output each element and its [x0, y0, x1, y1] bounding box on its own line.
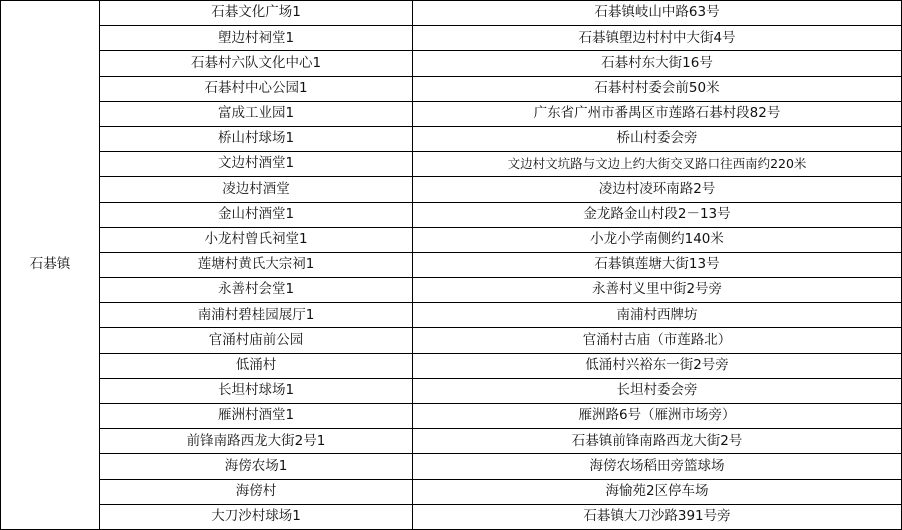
site-name-cell: 塱边村祠堂1	[100, 26, 413, 51]
site-name-cell: 桥山村球场1	[100, 126, 413, 151]
table-row	[1, 278, 902, 303]
site-address-cell: 金龙路金山村段2－13号	[413, 202, 902, 227]
site-address-cell: 长坦村委会旁	[413, 378, 902, 403]
site-name-cell: 官涌村庙前公园	[100, 328, 413, 353]
site-address-cell: 石碁村东大街16号	[413, 51, 902, 76]
site-address-cell: 海愉苑2区停车场	[413, 479, 902, 504]
site-name-cell: 海傍村	[100, 479, 413, 504]
table-row	[1, 504, 902, 529]
table-row	[1, 404, 902, 429]
table-row	[1, 51, 902, 76]
site-address-cell: 石碁镇前锋南路西龙大街2号	[413, 429, 902, 454]
site-name-cell: 前锋南路西龙大街2号1	[100, 429, 413, 454]
table-row	[1, 429, 902, 454]
table-row	[1, 76, 902, 101]
site-address-cell: 石碁村村委会前50米	[413, 76, 902, 101]
site-address-cell: 官涌村古庙（市莲路北）	[413, 328, 902, 353]
site-name-cell: 小龙村曾氏祠堂1	[100, 227, 413, 252]
table-row	[1, 353, 902, 378]
site-address-cell: 石碁镇塱边村村中大街4号	[413, 26, 902, 51]
site-address-cell: 海傍农场稻田旁篮球场	[413, 454, 902, 479]
table-row	[1, 378, 902, 403]
site-name-cell: 低涌村	[100, 353, 413, 378]
site-name-cell: 大刀沙村球场1	[100, 504, 413, 529]
table-row	[1, 101, 902, 126]
site-name-cell: 富成工业园1	[100, 101, 413, 126]
site-address-cell: 广东省广州市番禺区市莲路石碁村段82号	[413, 101, 902, 126]
table-row	[1, 328, 902, 353]
table-row	[1, 252, 902, 277]
table-row	[1, 152, 902, 177]
table-row	[1, 227, 902, 252]
town-cell: 石碁镇	[1, 1, 100, 530]
site-name-cell: 石碁村中心公园1	[100, 76, 413, 101]
table-row	[1, 479, 902, 504]
site-address-cell: 文边村文坑路与文边上约大街交叉路口往西南约220米	[413, 152, 902, 177]
site-name-cell: 石碁村六队文化中心1	[100, 51, 413, 76]
site-name-cell: 凌边村酒堂	[100, 177, 413, 202]
site-address-cell: 低涌村兴裕东一街2号旁	[413, 353, 902, 378]
table-row	[1, 177, 902, 202]
site-address-cell: 凌边村凌环南路2号	[413, 177, 902, 202]
site-name-cell: 南浦村碧桂园展厅1	[100, 303, 413, 328]
site-name-cell: 石碁文化广场1	[100, 1, 413, 26]
site-address-cell: 石碁镇岐山中路63号	[413, 1, 902, 26]
table-body	[1, 1, 902, 530]
site-address-cell: 石碁镇莲塘大街13号	[413, 252, 902, 277]
site-name-cell: 海傍农场1	[100, 454, 413, 479]
site-address-cell: 永善村义里中街2号旁	[413, 278, 902, 303]
site-name-cell: 文边村酒堂1	[100, 152, 413, 177]
table-row	[1, 126, 902, 151]
site-address-cell: 雁洲路6号（雁洲市场旁）	[413, 404, 902, 429]
site-address-cell: 小龙小学南侧约140米	[413, 227, 902, 252]
table-row	[1, 1, 902, 26]
site-name-cell: 永善村会堂1	[100, 278, 413, 303]
table-row	[1, 26, 902, 51]
site-name-cell: 金山村酒堂1	[100, 202, 413, 227]
site-address-cell: 石碁镇大刀沙路391号旁	[413, 504, 902, 529]
site-name-cell: 雁洲村酒堂1	[100, 404, 413, 429]
table-row	[1, 303, 902, 328]
site-name-cell: 莲塘村黄氏大宗祠1	[100, 252, 413, 277]
table-row	[1, 202, 902, 227]
site-address-cell: 南浦村西牌坊	[413, 303, 902, 328]
site-address-cell: 桥山村委会旁	[413, 126, 902, 151]
site-name-cell: 长坦村球场1	[100, 378, 413, 403]
table-row	[1, 454, 902, 479]
